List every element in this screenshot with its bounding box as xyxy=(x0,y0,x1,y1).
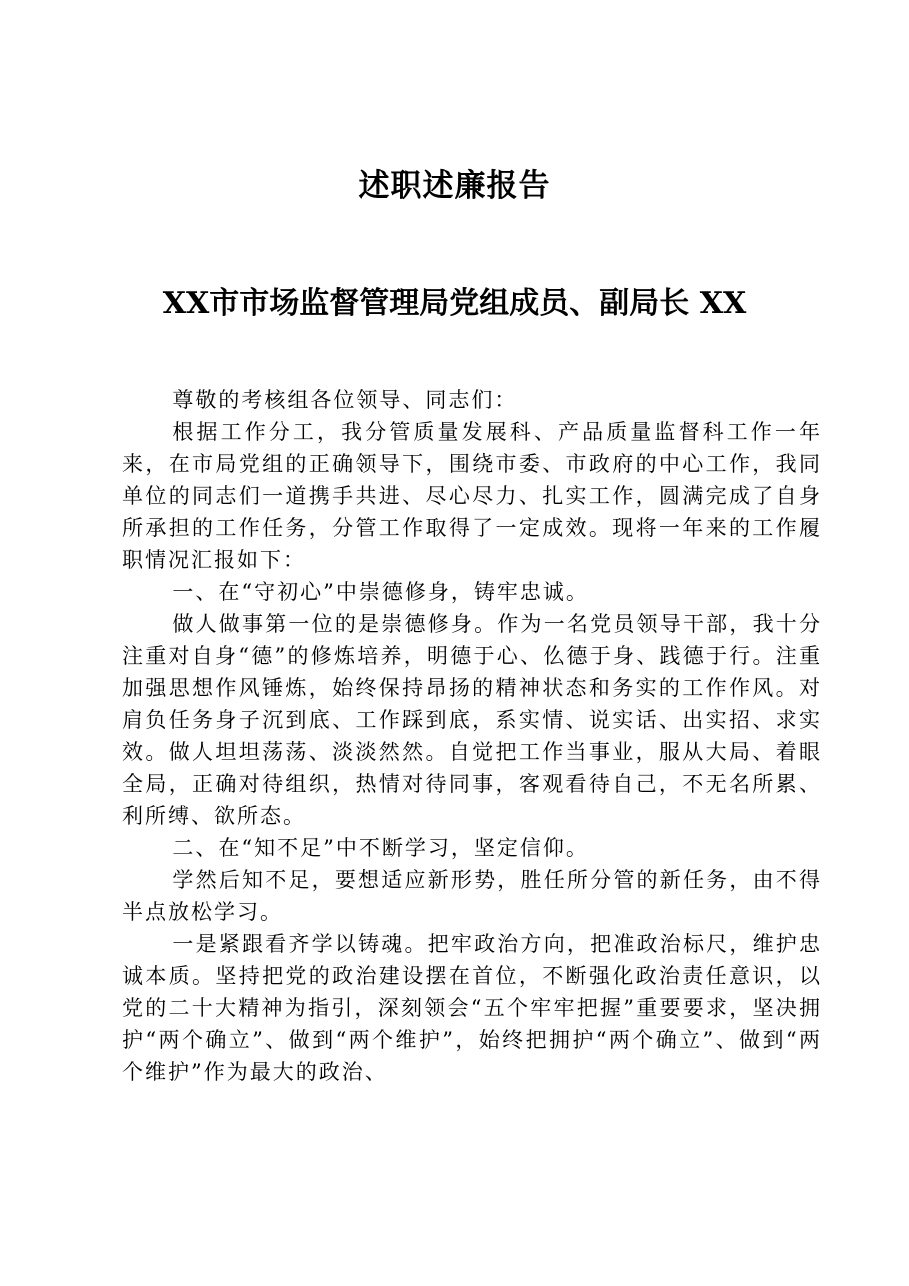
section-heading-1: 一、在“守初心”中崇德修身，铸牢忠诚。 xyxy=(172,580,589,604)
paragraph-section-2-point-1: 一是紧跟看齐学以铸魂。把牢政治方向，把准政治标尺，维护忠诚本质。坚持把党的政治建设摆在首位，不断强化政治责任意识，以党的二十大精神为指引，深刻领会“五个牢牢把握”重要要求，坚决拥护“两个确立”、做到“两个维护”，始终把拥护“两个确立”、做到“两个维护”作为最大的政治、 xyxy=(122,932,822,1084)
document-subtitle: XX市市场监督管理局党组成员、副局长 XX xyxy=(162,286,747,321)
document-title: 述职述廉报告 xyxy=(358,168,551,204)
document-body xyxy=(122,384,822,1088)
salutation: 尊敬的考核组各位领导、同志们： xyxy=(172,388,518,412)
paragraph-section-2-intro: 学然后知不足，要想适应新形势，胜任所分管的新任务，由不得半点放松学习。 xyxy=(122,868,822,924)
section-heading-2: 二、在“知不足”中不断学习，坚定信仰。 xyxy=(172,836,589,860)
paragraph-section-1: 做人做事第一位的是崇德修身。作为一名党员领导干部，我十分注重对自身“德”的修炼培养，明德于心、仫德于身、践德于行。注重加强思想作风锤炼，始终保持昂扬的精神状态和务实的工作作风。对肩负任务身子沉到底、工作踩到底，系实情、说实话、出实招、求实效。做人坦坦荡荡、淡淡然然。自觉把工作当事业，服从大局、着眼全局，正确对待组织，热情对待同事，客观看待自己，不无名所累、利所缚、欲所态。 xyxy=(122,612,822,828)
paragraph-intro: 根据工作分工，我分管质量发展科、产品质量监督科工作一年来，在市局党组的正确领导下，围绕市委、市政府的中心工作，我同单位的同志们一道携手共进、尽心尽力、扎实工作，圆满完成了自身所承担的工作任务，分管工作取得了一定成效。现将一年来的工作履职情况汇报如下： xyxy=(122,420,822,572)
